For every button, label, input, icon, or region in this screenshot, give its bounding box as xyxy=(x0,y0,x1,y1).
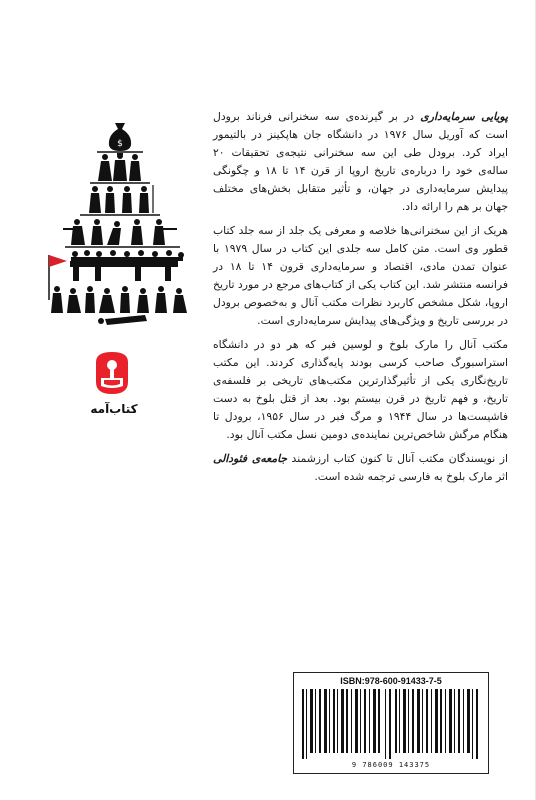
blurb-paragraph-1 xyxy=(213,108,508,216)
blurb-paragraph-1-text: در بر گیرنده‌ی سه سخنرانی فرناند برودل است که آوریل سال ۱۹۷۶ در دانشگاه جان هاپکینز در بالتیمور ایراد کرد. برودل طی این سه سخنرانی نتیجه‌ی تحقیقات ۲۰ ساله‌ی خود را درباره‌ی تاریخ اروپا از قرن ۱۴ تا ۱۸ و چگونگی پیدایش سرمایه‌داری در جهان، و تأثیر متقابل بخش‌های مختلف جهان بر هم را ارائه داد. xyxy=(213,110,508,213)
publisher-logo-icon xyxy=(92,348,132,396)
money-bag-icon xyxy=(109,123,131,151)
book-title: پویایی سرمایه‌داری xyxy=(420,110,508,123)
back-cover-blurb xyxy=(213,108,508,492)
blurb-paragraph-2: هریک از این سخنرانی‌ها خلاصه و معرفی یک جلد از سه جلد کتاب قطور وی است. متن کامل سه جلدی این کتاب در سال ۱۹۷۹ با عنوان تمدن مادی، اقتصاد و سرمایه‌داری قرون ۱۴ تا ۱۸ در فرانسه منتشر شد. این کتاب یکی از کتاب‌های مرجع در مورد تاریخ اروپا، شکل مشخص کاربرد نظرات مکتب آنال و به‌خصوص برودل در بررسی تاریخ و ویژگی‌های پیدایش سرمایه‌داری است. xyxy=(213,224,508,327)
blurb-paragraph-4-end: اثر مارک بلوخ به فارسی ترجمه شده است. xyxy=(314,470,508,483)
soldier-figures-icon xyxy=(63,219,177,245)
isbn-label: ISBN:978-600-91433-7-5 xyxy=(340,676,442,686)
capitalism-pyramid-illustration xyxy=(35,115,205,330)
publisher-name: کتاب‌آمه xyxy=(90,402,138,416)
clergy-figures-icon xyxy=(89,185,153,213)
referenced-book-title: جامعه‌ی فئودالی xyxy=(213,452,288,465)
blurb-paragraph-3: مکتب آنال را مارک بلوخ و لوسین فبر که هر دو در دانشگاه استراسبورگ صاحب کرسی بودند پایه‌گذاری کردند. این مکتب تاریخ‌نگاری یکی از تأثیرگذارترین مکتب‌های تاریخی بر فلسفه‌ی تاریخ، و فهم تاریخ در قرن بیستم بود. بعد از قتل بلوخ به دست فاشیست‌ها در سال ۱۹۴۴ و مرگ فبر در سال ۱۹۵۶، برودل تا هنگام مرگش شاخص‌ترین نماینده‌ی دومین نسل مکتب آنال بود. xyxy=(213,338,508,441)
blurb-paragraph-4-start: از نویسندگان مکتب آنال تا کنون کتاب ارزشمند xyxy=(287,452,508,465)
barcode-digits: 9 786009 143375 xyxy=(351,761,431,769)
royalty-figures-icon xyxy=(98,153,141,181)
svg-text:$: $ xyxy=(117,139,123,149)
barcode-icon xyxy=(300,689,482,759)
isbn-barcode-box xyxy=(293,672,489,774)
banquet-figures-icon xyxy=(70,250,184,281)
worker-figures-icon xyxy=(51,286,187,325)
blurb-paragraph-4 xyxy=(213,450,508,486)
